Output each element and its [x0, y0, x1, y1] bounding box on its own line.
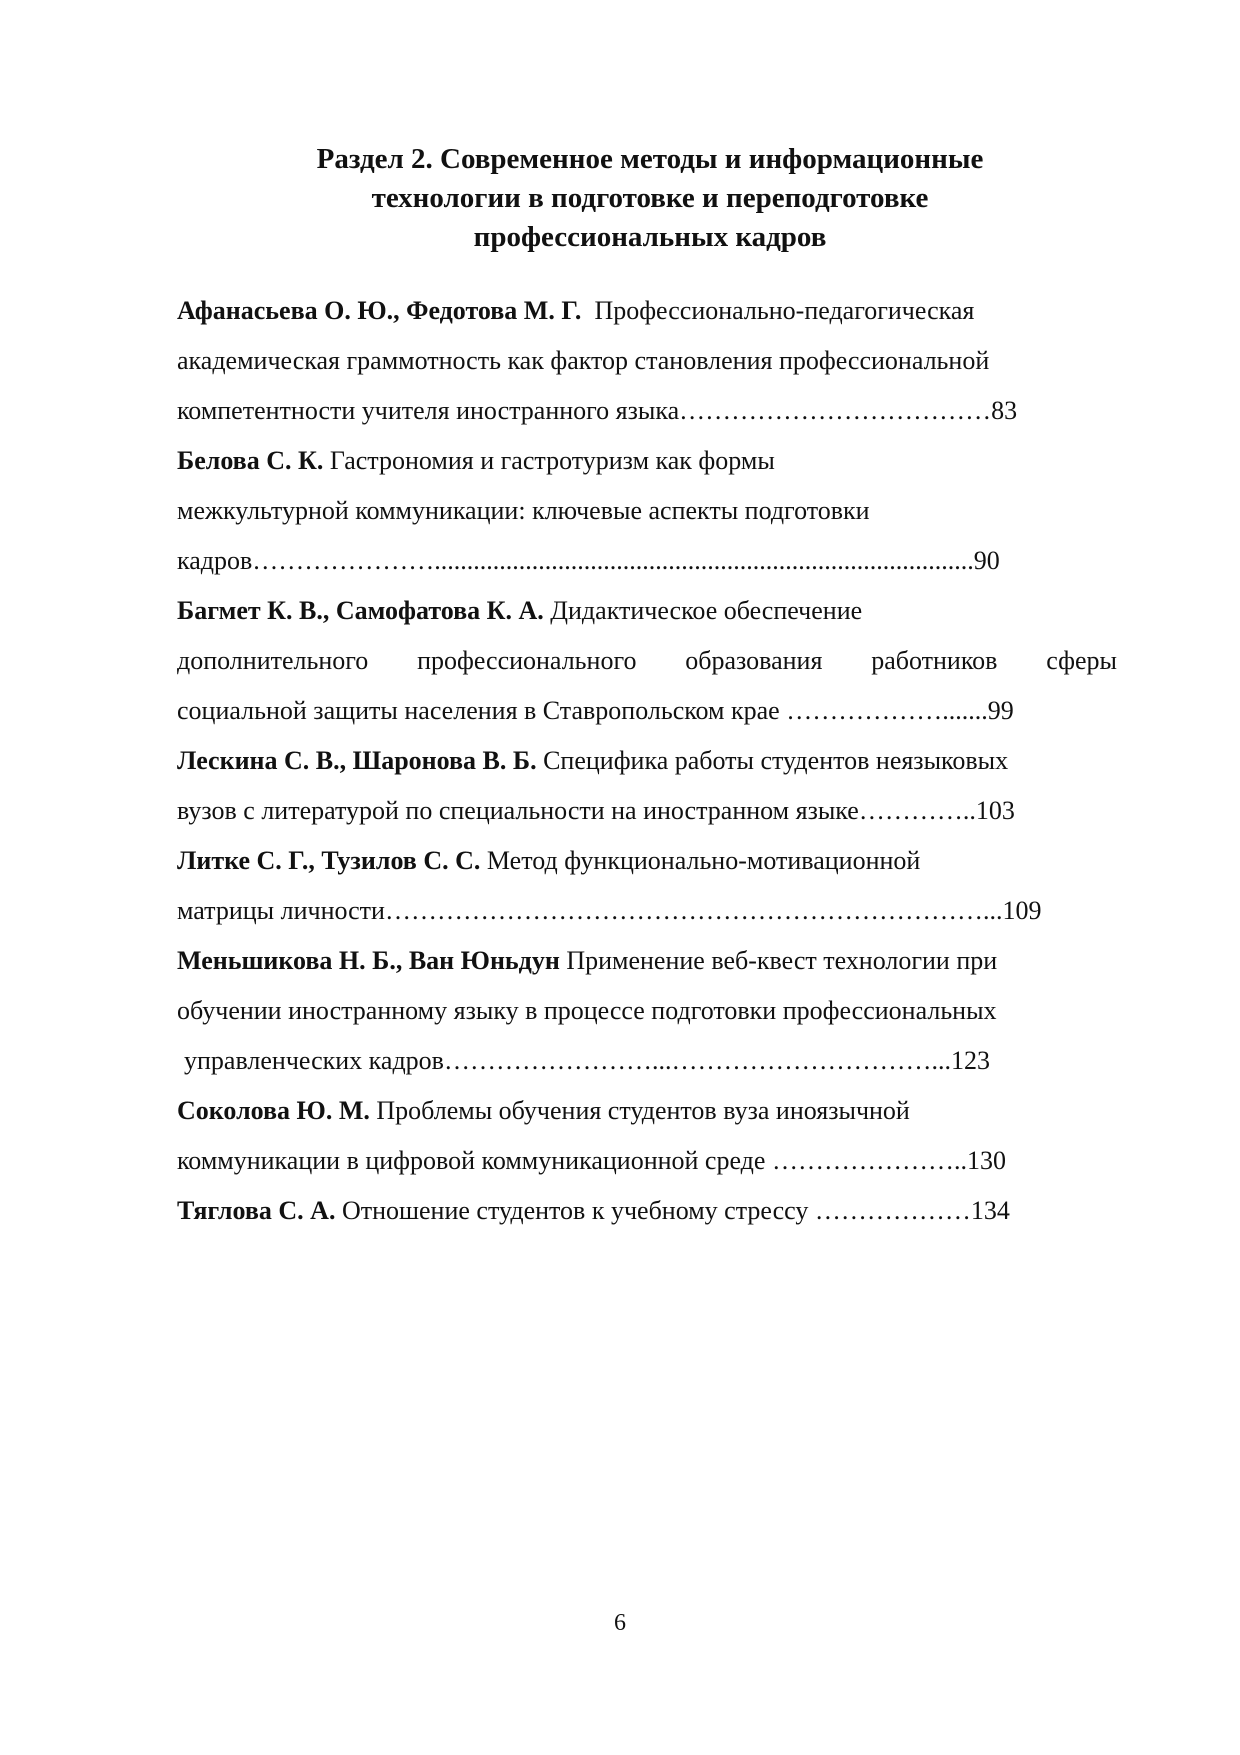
toc-entry-authors: Лескина С. В., Шаронова В. Б.	[177, 746, 537, 775]
toc-entry-line: матрицы личности……………………………………………………………...109	[177, 896, 1042, 925]
toc-entry-line	[177, 736, 1117, 786]
page-number: 6	[614, 1610, 626, 1636]
toc-entry-line: компетентности учителя иностранного языка………………………………83	[177, 396, 1018, 425]
toc-entry-line: вузов с литературой по специальности на иностранном языке…………..103	[177, 796, 1015, 825]
toc-entry-line	[177, 836, 1117, 886]
toc-entry-line: коммуникации в цифровой коммуникационной среде …………………..130	[177, 1146, 1006, 1175]
toc-entry-authors: Багмет К. В., Самофатова К. А.	[177, 596, 544, 625]
toc-entry-line: обучении иностранному языку в процессе подготовки профессиональных	[177, 996, 997, 1025]
toc-entry-authors: Меньшикова Н. Б., Ван Юньдун	[177, 946, 560, 975]
toc-word: сферы	[1046, 646, 1117, 675]
toc-entry-line	[177, 936, 1117, 986]
section-title	[175, 140, 1125, 257]
toc-entry-title: Гастрономия и гастротуризм как формы	[323, 446, 775, 475]
section-title-line: Раздел 2. Современное методы и информационные	[316, 143, 984, 175]
toc-word: профессионального	[417, 646, 637, 675]
toc-entry-line	[177, 436, 1117, 486]
toc-entry-line: межкультурной коммуникации: ключевые аспекты подготовки	[177, 496, 870, 525]
toc-entry-title: Дидактическое обеспечение	[543, 596, 863, 625]
table-of-contents	[177, 286, 1117, 1236]
toc-entry-authors: Литке С. Г., Тузилов С. С.	[177, 846, 481, 875]
toc-entry-title: Метод функционально-мотивационной	[480, 846, 921, 875]
section-title-line: профессиональных кадров	[473, 221, 827, 253]
toc-entry-authors: Тяглова С. А.	[177, 1196, 336, 1225]
toc-entry-title: Применение веб-квест технологии при	[559, 946, 998, 975]
toc-entry-authors: Соколова Ю. М.	[177, 1096, 370, 1125]
toc-word: образования	[685, 646, 823, 675]
toc-word: работников	[871, 646, 998, 675]
toc-entry-line: управленческих кадров……………………...…………………………...123	[184, 1046, 990, 1075]
toc-entry-title: Профессионально-педагогическая	[581, 296, 975, 325]
toc-entry-authors: Белова С. К.	[177, 446, 324, 475]
toc-entry-line	[177, 1186, 1117, 1236]
toc-entry-title: Отношение студентов к учебному стрессу ………………134	[335, 1196, 1010, 1225]
toc-entry-line	[177, 636, 1117, 686]
toc-entry-authors: Афанасьева О. Ю., Федотова М. Г.	[177, 296, 582, 325]
toc-word: дополнительного	[177, 646, 369, 675]
toc-entry-line: социальной защиты населения в Ставропольском крае ……………….......99	[177, 696, 1014, 725]
toc-entry-title: Специфика работы студентов неязыковых	[536, 746, 1009, 775]
toc-entry-line	[177, 586, 1117, 636]
toc-entry-line: академическая граммотность как фактор становления профессиональной	[177, 346, 990, 375]
toc-entry-line: кадров…………………...................................................................................90	[177, 546, 1000, 575]
toc-entry-title: Проблемы обучения студентов вуза иноязычной	[369, 1096, 910, 1125]
toc-entry-line	[177, 1086, 1117, 1136]
toc-entry-line	[177, 286, 1117, 336]
section-title-line: технологии в подготовке и переподготовке	[371, 182, 929, 214]
